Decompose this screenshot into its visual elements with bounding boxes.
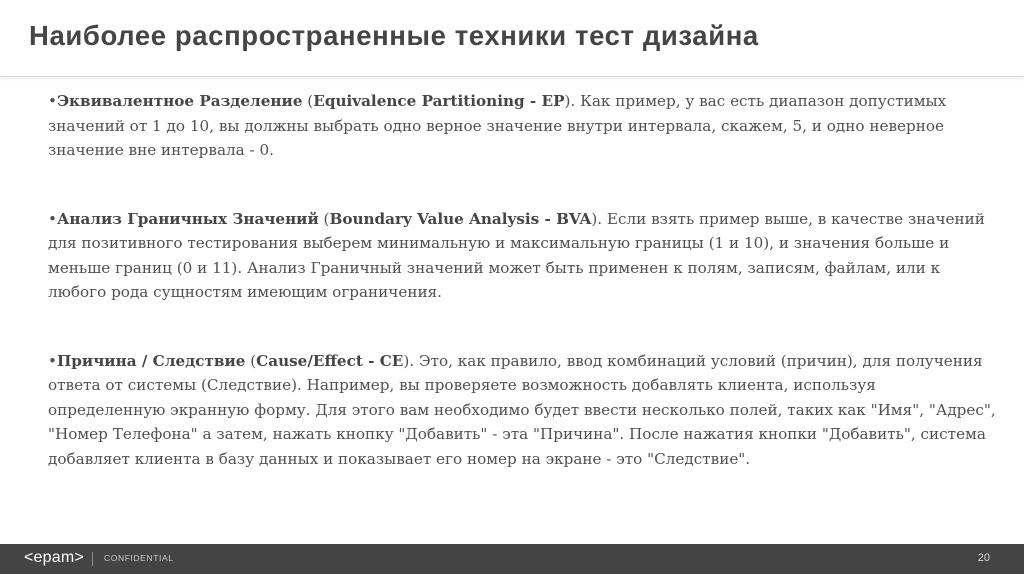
- slide-footer: [0, 544, 1024, 574]
- term-en: Boundary Value Analysis - BVA: [329, 209, 592, 228]
- paren-open: (: [318, 209, 330, 228]
- term-en: Equivalence Partitioning - EP: [313, 92, 565, 110]
- slide-content: [48, 89, 998, 471]
- paren-open: (: [245, 351, 257, 370]
- footer-divider: [92, 552, 93, 566]
- bullet: •: [48, 351, 57, 370]
- epam-logo: <epam>: [24, 549, 84, 566]
- paragraph-body: Как пример, у вас есть диапазон допустимых значений от 1 до 10, вы должны выбрать одно верное значение внутри интервала, скажем, 5, и одно неверное значение вне интервала - 0.: [48, 92, 947, 159]
- term-en: Cause/Effect - CE: [256, 351, 404, 370]
- bullet: •: [48, 92, 57, 110]
- slide-header: [0, 0, 1024, 77]
- paragraph-cause-effect: [48, 349, 998, 472]
- paragraph-body: Это, как правило, ввод комбинаций условий (причин), для получения ответа от системы (Следствие). Например, вы проверяете возможность добавлять клиента, используя определенную экранную форму. Для этого вам необходимо будет ввести несколько полей, таких как "Имя", "Адрес", "Номер Телефона" а затем, нажать кнопку "Добавить" - эта "Причина". После нажатия кнопки "Добавить", система добавляет клиента в базу данных и показывает его номер на экране - это "Следствие".: [48, 351, 996, 468]
- slide-title: Наиболее распространенные техники тест дизайна: [29, 20, 759, 51]
- paren-close: ).: [591, 209, 603, 228]
- term-ru: Причина / Следствие: [56, 351, 246, 370]
- paragraph-body: Если взять пример выше, в качестве значений для позитивного тестирования выберем минимальную и максимальную границы (1 и 10), и значения больше и меньше границ (0 и 11). Анализ Граничный значений может быть применен к полям, записям, файлам, или к любого рода сущностям имеющим ограничения.: [48, 209, 985, 301]
- paren-close: ).: [403, 351, 415, 370]
- confidential-label: CONFIDENTIAL: [104, 553, 174, 563]
- bullet: •: [48, 209, 57, 228]
- paren-open: (: [302, 92, 314, 110]
- paragraph-equivalence-partitioning: [48, 89, 998, 163]
- paren-close: ).: [564, 92, 576, 110]
- term-ru: Анализ Граничных Значений: [56, 209, 319, 228]
- paragraph-boundary-value-analysis: [48, 207, 998, 305]
- page-number: 20: [977, 552, 990, 564]
- term-ru: Эквивалентное Разделение: [56, 92, 303, 110]
